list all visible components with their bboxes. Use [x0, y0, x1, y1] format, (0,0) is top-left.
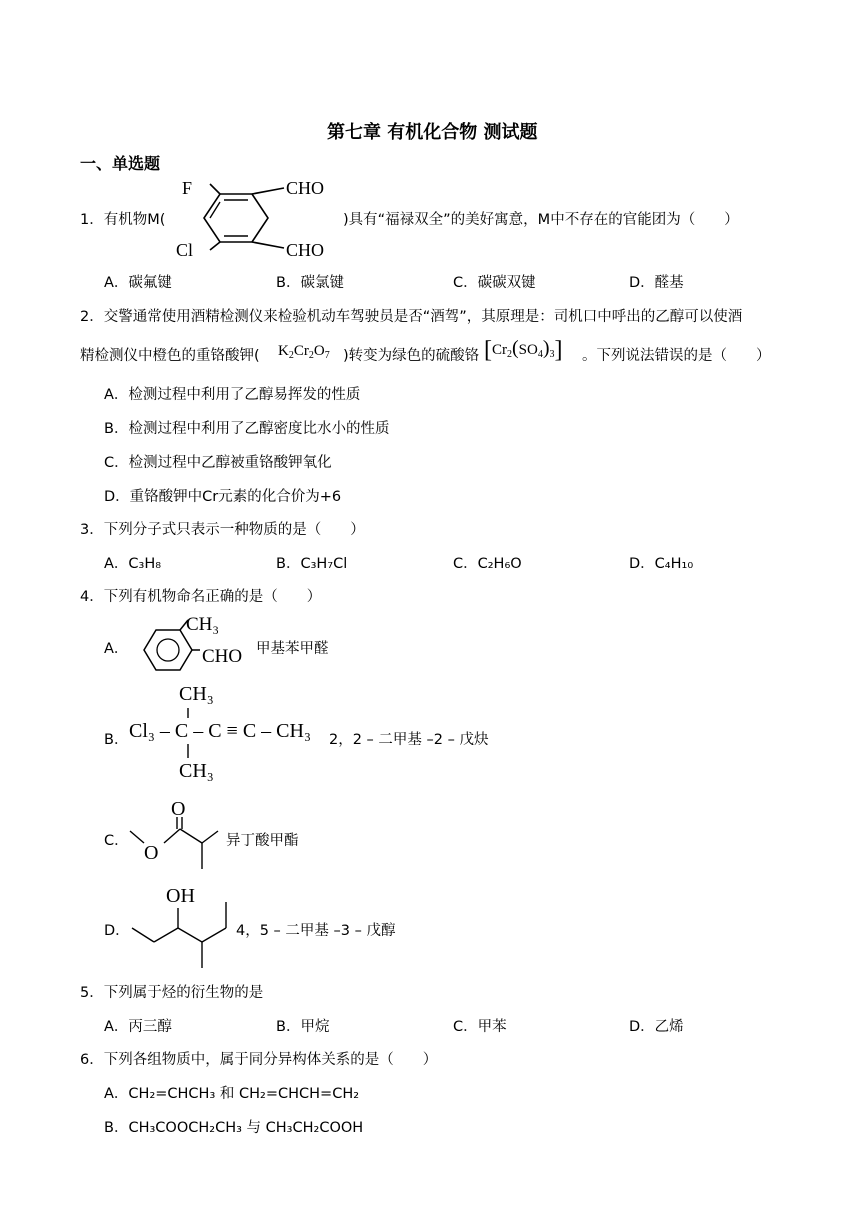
q5-option-c: C．甲苯 [453, 1019, 507, 1035]
fluoro-label: F [182, 178, 193, 198]
q4-option-c-label: C． [104, 833, 129, 849]
q4-option-a-name: 甲基苯甲醛 [256, 641, 329, 657]
q1-option-b: B．碳氯键 [276, 275, 344, 291]
q4-option-c-name: 异丁酸甲酯 [226, 833, 299, 849]
page-title: 第七章 有机化合物 测试题 [327, 122, 538, 143]
q1-structure-image [172, 176, 342, 260]
q1-option-d: D．醛基 [629, 275, 684, 291]
q2-stem-line2c: 。下列说法错误的是（ ） [582, 348, 771, 364]
q4-option-a-label: A． [104, 641, 129, 657]
q3-option-b: B．C₃H₇Cl [276, 556, 348, 572]
cho-label-top: CHO [286, 178, 325, 198]
q1-option-c: C．碳碳双键 [453, 275, 536, 291]
q2-option-a: A．检测过程中利用了乙醇易挥发的性质 [104, 387, 361, 403]
q1-stem-after: )具有“福禄双全”的美好寓意，M中不存在的官能团为（ ） [343, 212, 739, 228]
q6-option-b: B．CH₃COOCH₂CH₃ 与 CH₃CH₂COOH [104, 1120, 364, 1136]
q1-stem-before: 1．有机物M( [80, 212, 166, 228]
q4-option-b-label: B． [104, 732, 129, 748]
q1-option-a: A．碳氟键 [104, 275, 172, 291]
q2-option-c: C．检测过程中乙醇被重铬酸钾氧化 [104, 455, 332, 471]
q4-option-a-structure [126, 612, 256, 678]
q2-option-b: B．检测过程中利用了乙醇密度比水小的性质 [104, 421, 390, 437]
cho-label-bottom: CHO [286, 240, 325, 260]
q4-option-d-label: D． [104, 923, 130, 939]
q4-stem: 4．下列有机物命名正确的是（ ） [80, 589, 322, 605]
q6-option-a: A．CH₂=CHCH₃ 和 CH₂=CHCH=CH₂ [104, 1086, 360, 1102]
carbonyl-oxygen-label: O [171, 798, 186, 820]
q4-option-b-methyl-top: CH₃ [179, 683, 214, 705]
q4-option-b-name: 2，2 – 二甲基 –2 – 戊炔 [329, 732, 489, 748]
section-heading: 一、单选题 [80, 154, 161, 173]
chromium-sulfate-formula: $[Cr_2(SO_4)_3]$ [484, 337, 563, 363]
q2-stem-line2b: )转变为绿色的硫酸铬 [343, 348, 480, 364]
q2-stem-line1: 2．交警通常使用酒精检测仪来检验机动车驾驶员是否“酒驾”，其原理是：司机口中呼出的乙醇可以使酒 [80, 309, 743, 325]
q4-option-b-methyl-bottom: CH₃ [179, 760, 214, 782]
ester-oxygen-label: O [144, 842, 159, 864]
chloro-label: Cl [176, 240, 194, 260]
q4-option-d-name: 4，5 – 二甲基 –3 – 戊醇 [236, 923, 396, 939]
q4-option-b-formula: Cl₃ – C – C ≡ C – CH₃ [129, 720, 311, 742]
methyl-label: CH₃ [186, 614, 220, 635]
aldehyde-label: CHO [202, 646, 243, 667]
q5-option-b: B．甲烷 [276, 1019, 330, 1035]
q5-stem: 5．下列属于烃的衍生物的是 [80, 985, 264, 1001]
q2-stem-line2a: 精检测仪中橙色的重铬酸钾( [80, 348, 260, 364]
q3-stem: 3．下列分子式只表示一种物质的是（ ） [80, 522, 365, 538]
q3-option-a: A．C₃H₈ [104, 556, 162, 572]
q5-option-d: D．乙烯 [629, 1019, 684, 1035]
potassium-dichromate-formula: $K_2Cr_2O_7$ [278, 343, 330, 361]
q3-option-d: D．C₄H₁₀ [629, 556, 694, 572]
q6-stem: 6．下列各组物质中，属于同分异构体关系的是（ ） [80, 1052, 438, 1068]
q2-option-d: D．重铬酸钾中Cr元素的化合价为+6 [104, 489, 342, 505]
q4-option-c-structure [126, 793, 222, 873]
q3-option-c: C．C₂H₆O [453, 556, 522, 572]
q5-option-a: A．丙三醇 [104, 1019, 172, 1035]
hydroxyl-label: OH [166, 885, 195, 907]
q4-option-d-structure [126, 878, 238, 974]
